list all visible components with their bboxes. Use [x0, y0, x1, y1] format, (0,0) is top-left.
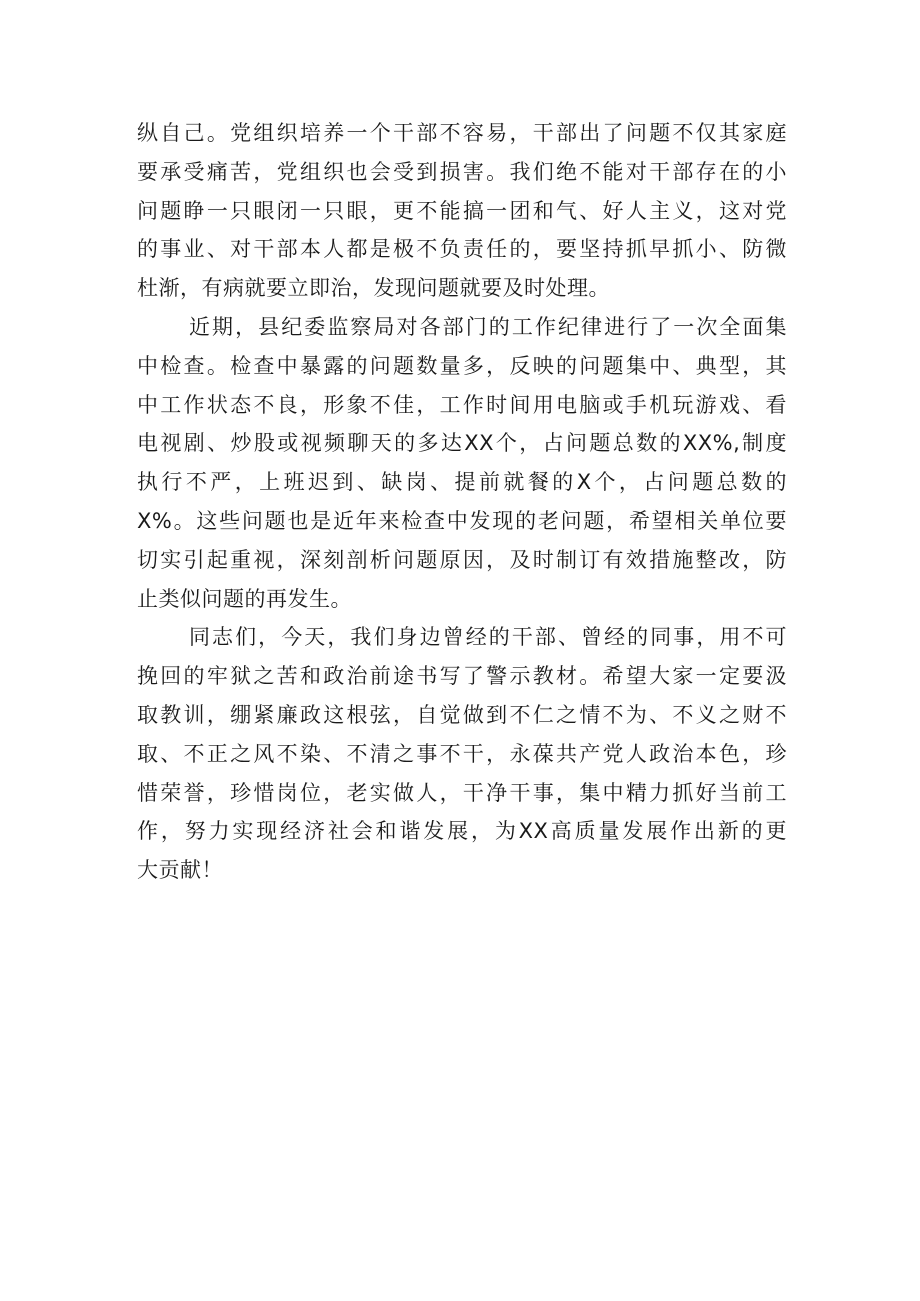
- text-line: 执行不严，上班迟到、缺岗、提前就餐的X个，占问题总数的: [137, 470, 787, 495]
- text-line: 中检查。检查中暴露的问题数量多，反映的问题集中、典型，其: [137, 353, 787, 378]
- text-line: 取、不正之风不染、不清之事不干，永葆共产党人政治本色，珍: [137, 741, 787, 766]
- text-line: 的事业、对干部本人都是极不负责任的，要坚持抓早抓小、防微: [137, 237, 787, 262]
- text-line: 挽回的牢狱之苦和政治前途书写了警示教材。希望大家一定要汲: [137, 664, 787, 689]
- text-line: 大贡献！: [137, 858, 223, 883]
- text-line: 作，努力实现经济社会和谐发展，为XX高质量发展作出新的更: [137, 819, 787, 844]
- text-line: 纵自己。党组织培养一个干部不容易，干部出了问题不仅其家庭: [137, 121, 787, 145]
- body-text: [137, 114, 787, 890]
- text-line: 中工作状态不良，形象不佳，工作时间用电脑或手机玩游戏、看: [137, 392, 787, 417]
- text-line: 杜渐，有病就要立即治，发现问题就要及时处理。: [137, 276, 610, 301]
- text-line: 近期，县纪委监察局对各部门的工作纪律进行了一次全面集: [189, 314, 787, 339]
- text-line: 问题睁一只眼闭一只眼，更不能搞一团和气、好人主义，这对党: [137, 198, 787, 223]
- text-line: 同志们，今天，我们身边曾经的干部、曾经的同事，用不可: [189, 625, 787, 650]
- text-line: 要承受痛苦，党组织也会受到损害。我们绝不能对干部存在的小: [137, 159, 787, 184]
- text-line: 电视剧、炒股或视频聊天的多达XX个，占问题总数的XX%,制度: [137, 431, 787, 456]
- text-line: 惜荣誉，珍惜岗位，老实做人，干净干事，集中精力抓好当前工: [137, 780, 787, 805]
- text-line: 切实引起重视，深刻剖析问题原因，及时制订有效措施整改，防: [137, 547, 787, 572]
- text-line: 止类似问题的再发生。: [137, 586, 352, 611]
- text-line: 取教训，绷紧廉政这根弦，自觉做到不仁之情不为、不义之财不: [137, 702, 787, 727]
- text-line: X%。这些问题也是近年来检查中发现的老问题，希望相关单位要: [137, 508, 787, 533]
